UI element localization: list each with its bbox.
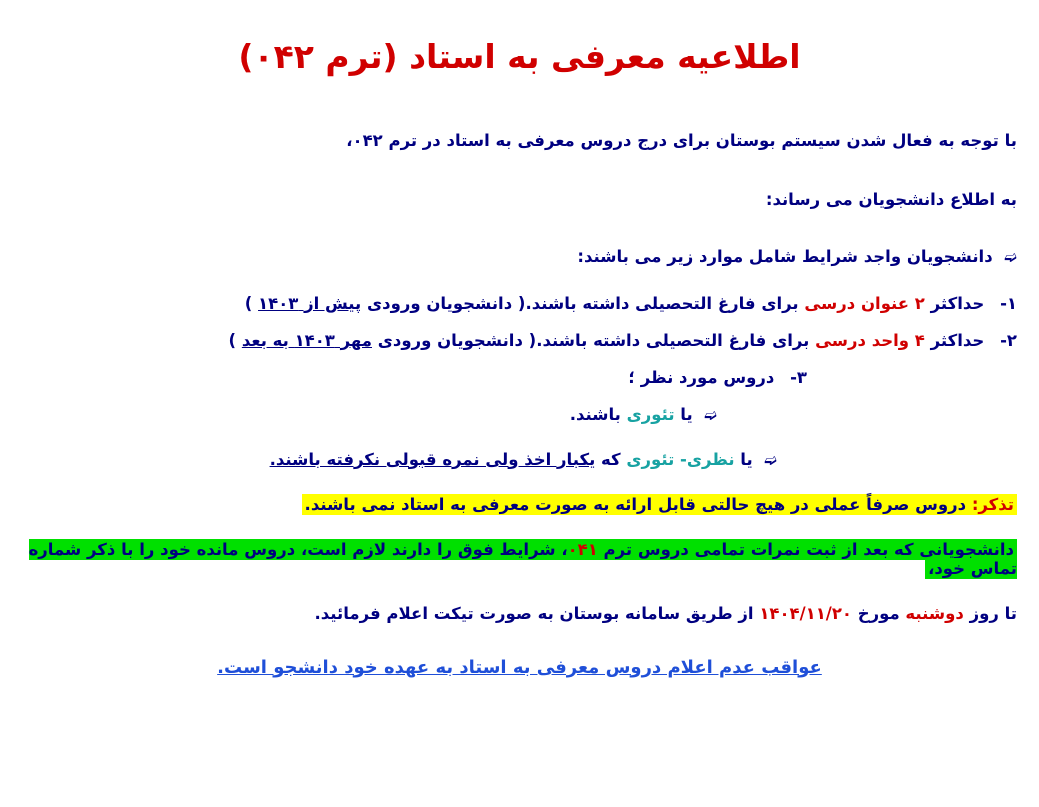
- list-item: [22, 368, 1017, 387]
- deadline-day: دوشنبه: [905, 603, 964, 623]
- list-item-underlined: پیش از ۱۴۰۳: [258, 293, 362, 313]
- green-note-after: ، شرایط فوق را دارند لازم است، دروس مانده خود را با ذکر شماره تماس خود،: [28, 539, 1017, 578]
- status-badge: [302, 494, 1017, 515]
- sub-bullet-mid: که: [595, 449, 627, 469]
- chevron-bullet-icon: ➫: [1004, 247, 1017, 266]
- final-note: عواقب عدم اعلام دروس معرفی به استاد به عهده خود دانشجو است.: [217, 656, 822, 678]
- list-item-suffix: ): [228, 330, 237, 350]
- list-item-highlight: ۲ عنوان درسی: [804, 293, 925, 313]
- sub-bullet-before: یا: [674, 404, 693, 424]
- intro-line-2: به اطلاع دانشجویان می رساند:: [765, 190, 1017, 209]
- deadline-after: از طریق سامانه بوستان به صورت تیکت اعلام فرمائید.: [314, 603, 760, 623]
- sub-bullet-accent: نظری- تئوری: [626, 449, 735, 469]
- list-item-underlined: مهر ۱۴۰۳ به بعد: [241, 330, 372, 350]
- green-note-before: دانشجویانی که بعد از ثبت نمرات تمامی دروس ترم: [597, 539, 1014, 559]
- deadline-date: ۱۴۰۴/۱۱/۲۰: [759, 603, 852, 623]
- list-item: [22, 294, 1017, 313]
- green-note-accent: ۰۴۱: [567, 539, 598, 559]
- deadline-row: [22, 604, 1017, 623]
- conditions-heading-label: دانشجویان واجد شرایط شامل موارد زیر می باشند:: [577, 246, 993, 266]
- list-item-highlight: ۴ واحد درسی: [815, 330, 925, 350]
- sub-bullet-before: یا: [734, 449, 753, 469]
- list-item-number: ۱-: [1000, 293, 1017, 313]
- list-item-middle: برای فارغ التحصیلی داشته باشند.( دانشجویان ورودی: [372, 330, 810, 350]
- conditions-heading: [22, 247, 1017, 266]
- list-item-number: ۳-: [790, 367, 807, 387]
- notice-text: دروس صرفاً عملی در هیچ حالتی قابل ارائه به صورت معرفی به استاد نمی باشند.: [304, 494, 967, 514]
- list-item-number: ۲-: [1000, 330, 1017, 350]
- sub-bullet-theory: [22, 405, 1017, 424]
- intro-line-1: با توجه به فعال شدن سیستم بوستان برای درج دروس معرفی به استاد در ترم ۰۴۲،: [346, 131, 1017, 151]
- sub-bullet-underlined: یکبار اخذ ولی نمره قبولی نکرفته باشند.: [269, 449, 596, 469]
- list-item-prefix: حداکثر: [930, 293, 985, 313]
- announcement-body: [22, 129, 1017, 678]
- list-item-middle: برای فارغ التحصیلی داشته باشند.( دانشجویان ورودی: [361, 293, 799, 313]
- list-item-prefix: حداکثر: [930, 330, 985, 350]
- list-item: [22, 331, 1017, 350]
- sub-bullet-after: باشند.: [569, 404, 627, 424]
- sub-bullet-accent: تئوری: [626, 404, 675, 424]
- status-badge-green: [29, 539, 1017, 579]
- chevron-bullet-icon: ➫: [764, 450, 777, 469]
- deadline-mid: مورخ: [851, 603, 906, 623]
- deadline-before: تا روز: [963, 603, 1017, 623]
- green-note-row: [22, 540, 1017, 578]
- list-item-prefix: دروس مورد نظر ؛: [628, 367, 775, 387]
- sub-bullet-theory-failed: [22, 450, 1017, 469]
- notice-label: تذکر:: [971, 494, 1014, 514]
- list-item-suffix: ): [244, 293, 253, 313]
- notice-row: [22, 495, 1017, 514]
- chevron-bullet-icon: ➫: [704, 405, 717, 424]
- page-title: اطلاعیه معرفی به استاد (ترم ۰۴۲): [238, 37, 801, 76]
